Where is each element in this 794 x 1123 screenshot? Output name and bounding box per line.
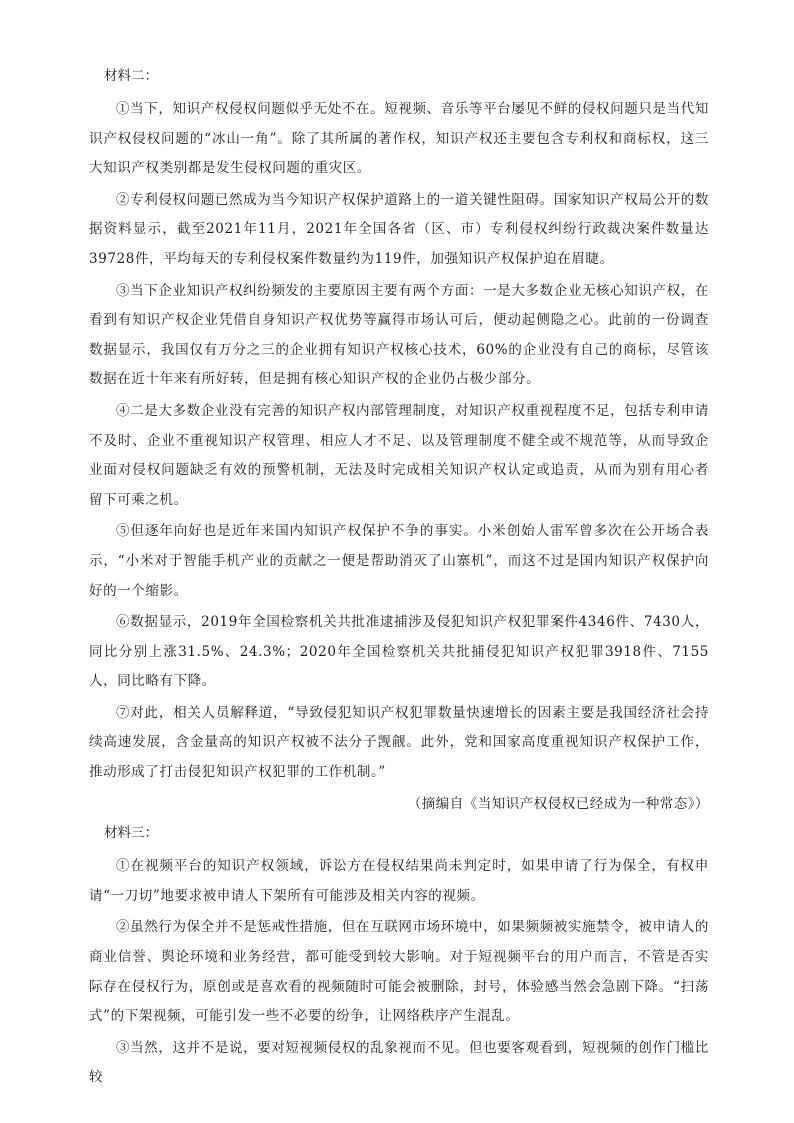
material-two-source: （摘编自《当知识产权侵权已经成为一种常态》）	[407, 795, 709, 812]
material-three-paragraph-3: ③当然，这并不是说，要对短视频侵权的乱象视而不见。但也要客观看到，短视频的创作门槛比较	[89, 1039, 709, 1086]
material-two-paragraph-5: ⑤但逐年向好也是近年来国内知识产权保护不争的事实。小米创始人雷军曾多次在公开场合表示，“小米对于智能手机产业的贡献之一便是帮助消灭了山寨机”，而这不过是国内知识产权保护向好的一个缩影。	[89, 523, 709, 599]
material-three-paragraph-1: ①在视频平台的知识产权领域，诉讼方在侵权结果尚未判定时，如果申请了行为保全，有权申请“一刀切”地要求被申请人下架所有可能涉及相关内容的视频。	[89, 858, 709, 904]
material-two-paragraph-3: ③当下企业知识产权纠纷频发的主要原因主要有两个方面：一是大多数企业无核心知识产权，在看到有知识产权企业凭借自身知识产权优势等赢得市场认可后，便动起侧隐之心。此前的一份调查数据显示，我国仅有万分之三的企业拥有知识产权核心技术，60%的企业没有自己的商标，尽管该数据在近十年来有所好转，但是拥有核心知识产权的企业仍占极少部分。	[89, 282, 709, 388]
material-two-paragraph-2: ②专利侵权问题已然成为当今知识产权保护道路上的一道关键性阻碍。国家知识产权局公开的数据资料显示，截至2021年11月，2021年全国各省（区、市）专利侵权纠纷行政裁决案件数量达39728件，平均每天的专利侵权案件数量约为119件，加强知识产权保护迫在眉睫。	[89, 191, 709, 267]
material-three-paragraph-2: ②虽然行为保全并不是惩戒性措施，但在互联网市场环境中，如果频频被实施禁令，被申请人的商业信誉、舆论环境和业务经营，都可能受到较大影响。对于短视频平台的用户而言，不管是否实际存在侵权行为，原创或是喜欢看的视频随时可能会被删除，封号，体验感当然会急剧下降。“扫荡式”的下架视频，可能引发一些不必要的纷争，让网络秩序产生混乱。	[89, 919, 709, 1025]
material-two-paragraph-1: ①当下，知识产权侵权问题似乎无处不在。短视频、音乐等平台屡见不鲜的侵权问题只是当代知识产权侵权问题的“冰山一角”。除了其所属的著作权，知识产权还主要包含专利权和商标权，这三大知识产权类别都是发生侵权问题的重灾区。	[89, 101, 709, 177]
material-two-paragraph-4: ④二是大多数企业没有完善的知识产权内部管理制度，对知识产权重视程度不足，包括专利申请不及时、企业不重视知识产权管理、相应人才不足、以及管理制度不健全或不规范等，从而导致企业面对侵权问题缺乏有效的预警机制，无法及时完成相关知识产权认定或追责，从而为别有用心者留下可乘之机。	[89, 402, 709, 508]
material-two-paragraph-7: ⑦对此，相关人员解释道，“导致侵犯知识产权犯罪数量快速增长的因素主要是我国经济社会持续高速发展，含金量高的知识产权被不法分子觊觎。此外，党和国家高度重视知识产权保护工作，推动形成了打击侵犯知识产权犯罪的工作机制。”	[89, 704, 709, 781]
material-two-heading: 材料二：	[104, 68, 158, 84]
document-body	[89, 64, 709, 1095]
material-two-paragraph-6: ⑥数据显示，2019年全国检察机关共批准逮捕涉及侵犯知识产权犯罪案件4346件、7430人，同比分别上涨31.5%、24.3%；2020年全国检察机关共批捕侵犯知识产权犯罪3918件、7155人，同比略有下降。	[89, 614, 709, 690]
material-three-heading: 材料三：	[104, 825, 158, 842]
